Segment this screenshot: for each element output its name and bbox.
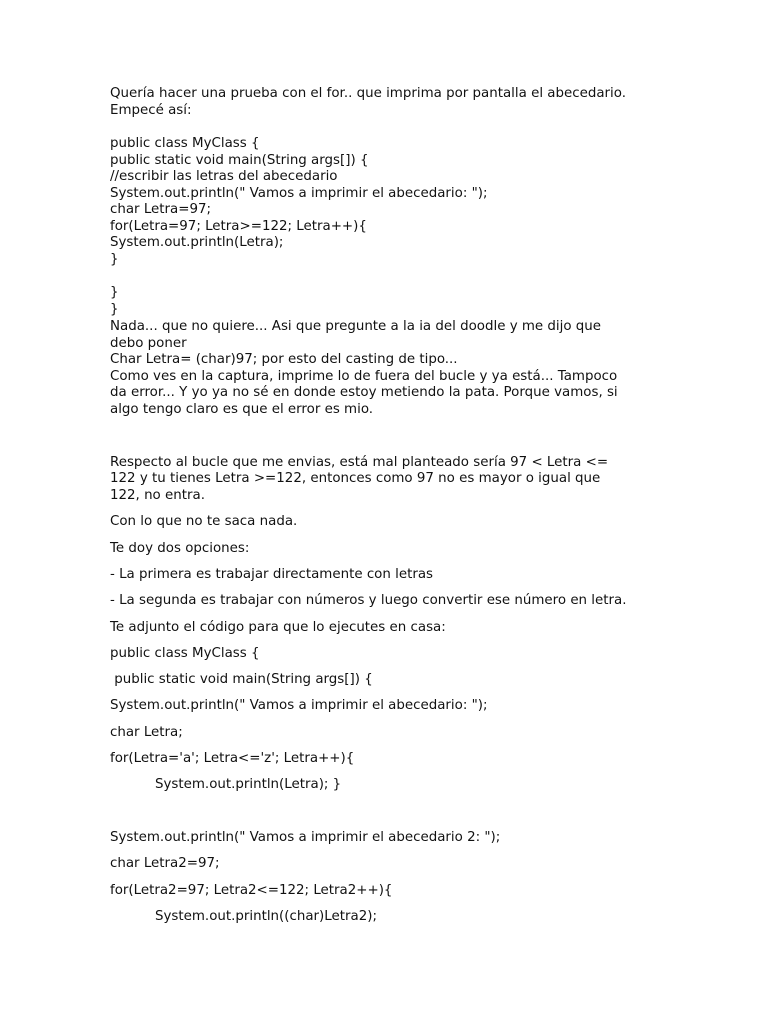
question-code-line: public class MyClass {: [110, 136, 260, 151]
answer-code-line: System.out.println((char)Letra2);: [155, 909, 377, 924]
question-code-line: }: [110, 252, 119, 267]
answer-paragraph: Te doy dos opciones:: [110, 541, 250, 556]
answer-explanation-line: 122, no entra.: [110, 488, 205, 503]
question-text-line: algo tengo claro es que el error es mio.: [110, 402, 374, 417]
question-intro-line: Empecé así:: [110, 103, 192, 118]
answer-paragraph: Te adjunto el código para que lo ejecutes en casa:: [110, 620, 446, 635]
answer-code-line: char Letra;: [110, 725, 183, 740]
question-text-line: Como ves en la captura, imprime lo de fuera del bucle y ya está... Tampoco: [110, 369, 618, 384]
question-code-line: char Letra=97;: [110, 202, 212, 217]
question-text-line: Char Letra= (char)97; por esto del casting de tipo...: [110, 352, 458, 367]
answer-paragraph: Con lo que no te saca nada.: [110, 514, 298, 529]
question-intro-line: Quería hacer una prueba con el for.. que imprima por pantalla el abecedario.: [110, 86, 626, 101]
answer-code-line: for(Letra='a'; Letra<='z'; Letra++){: [110, 751, 355, 766]
question-code-line: //escribir las letras del abecedario: [110, 169, 338, 184]
answer-explanation-line: Respecto al bucle que me envias, está mal planteado sería 97 < Letra <=: [110, 455, 609, 470]
question-text-line: da error... Y yo ya no sé en donde estoy metiendo la pata. Porque vamos, si: [110, 385, 618, 400]
question-code-line: public static void main(String args[]) {: [110, 153, 369, 168]
question-text-line: debo poner: [110, 336, 187, 351]
answer-code-line: System.out.println(" Vamos a imprimir el abecedario: ");: [110, 698, 488, 713]
answer-paragraph: - La primera es trabajar directamente con letras: [110, 567, 434, 582]
answer-explanation-line: 122 y tu tienes Letra >=122, entonces como 97 no es mayor o igual que: [110, 471, 601, 486]
question-code-line: }: [110, 285, 119, 300]
answer-paragraph: - La segunda es trabajar con números y luego convertir ese número en letra.: [110, 593, 627, 608]
answer-code-line: for(Letra2=97; Letra2<=122; Letra2++){: [110, 883, 393, 898]
question-code-line: System.out.println(" Vamos a imprimir el abecedario: ");: [110, 186, 488, 201]
question-code-line: for(Letra=97; Letra>=122; Letra++){: [110, 219, 367, 234]
answer-code-line: char Letra2=97;: [110, 856, 220, 871]
question-code-line: System.out.println(Letra);: [110, 235, 284, 250]
question-text-line: Nada... que no quiere... Asi que pregunte a la ia del doodle y me dijo que: [110, 319, 602, 334]
answer-code-line: System.out.println(Letra); }: [155, 777, 342, 792]
answer-code-line: public class MyClass {: [110, 646, 260, 661]
question-code-line: }: [110, 302, 119, 317]
answer-code-line: System.out.println(" Vamos a imprimir el abecedario 2: ");: [110, 830, 501, 845]
answer-code-line: public static void main(String args[]) {: [110, 672, 373, 687]
